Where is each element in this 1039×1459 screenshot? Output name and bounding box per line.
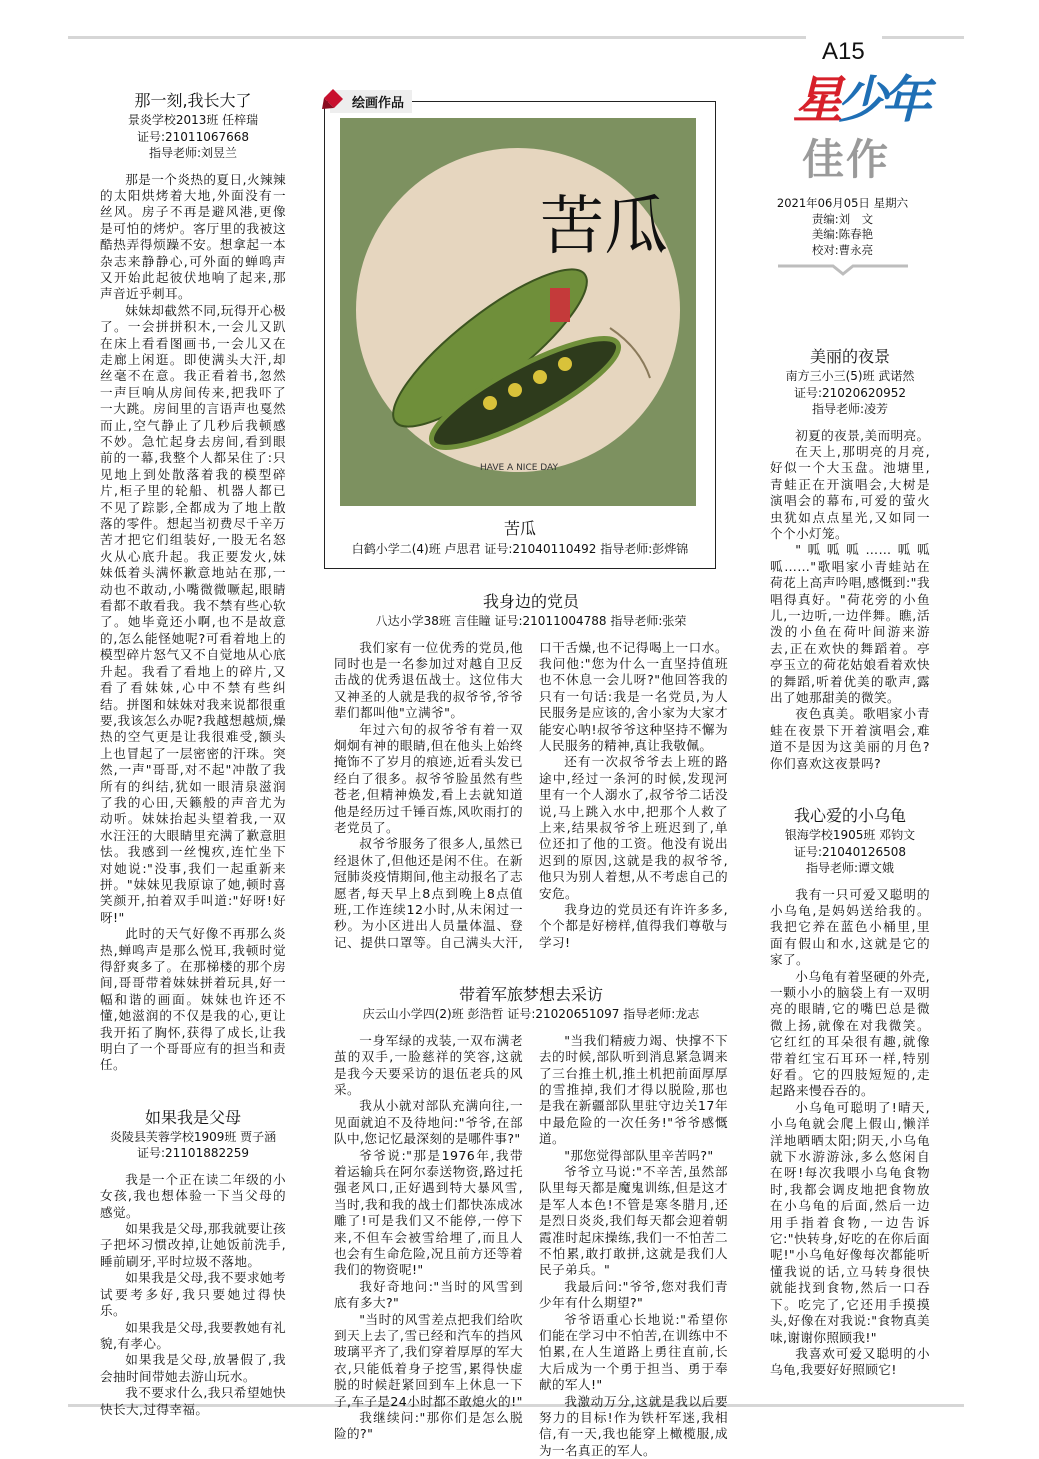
middle-column xyxy=(334,592,728,1459)
article-byline: 八达小学38班 言佳瞳 证号:21011004788 指导老师:张荣 xyxy=(375,614,687,628)
author-teacher: 指导老师:谭文娥 xyxy=(805,861,895,876)
left-column xyxy=(100,91,286,1418)
paragraph: 如果我是父母,那我就要让孩子把坏习惯改掉,让她饭前洗手,睡前刷牙,平时垃圾不落地。 xyxy=(100,1221,286,1269)
author-cert: 证号:21101882259 xyxy=(136,1146,250,1161)
top-rule-right xyxy=(882,36,964,39)
article-byline xyxy=(770,368,930,418)
paragraph: 年过六旬的叔爷爷有着一双炯炯有神的眼睛,但在他头上始终掩饰不了岁月的痕迹,近看头发已经白了很多。叔爷爷脸虽然有些苍老,但精神焕发,看上去就知道他是经历过千锤百炼,风吹雨打的老党员了。 xyxy=(334,721,523,835)
paragraph: "当时的风雪差点把我们给吹到天上去了,雪已经和汽车的挡风玻璃平齐了,我们穿着厚厚的军大衣,只能低着身子挖雪,累得快虚脱的时候赶紧回到车上休息一下子,车子是24小时都不敢熄火的!" xyxy=(334,1311,523,1409)
proofreader: 校对:曹永亮 xyxy=(811,242,874,257)
paragraph: 叔爷爷服务了很多人,虽然已经退休了,但他还是闲不住。在新冠肺炎疫情期间,他主动报名了志愿者,每天早上8点到晚上8点值班,工作连续12小时,从未闲过一秒。为小区进出人员量体温、登记、提供口罩等。自己满头大汗,口干舌燥,也不记得喝上一口水。我问他:"您为什么一直坚持值班也不休息一会儿呀?"他回答我的只有一句话:我是一名党员,为人民服务是应该的,舍小家为大家才能安心呐!叔爷爷这种坚持不懈为人民服务的精神,真让我敬佩。 xyxy=(334,639,728,950)
melon-seed xyxy=(508,383,522,397)
author-school: 景炎学校2013班 任梓瑞 xyxy=(127,113,259,127)
painting-caption: HAVE A NICE DAY xyxy=(480,463,559,473)
article-body xyxy=(770,887,930,1379)
paragraph: 小乌龟有着坚硬的外壳,一颗小小的脑袋上有一双明亮的眼睛,它的嘴巴总是微微上扬,就像在对我微笑。它红红的耳朵很有趣,就像带着红宝石耳环一样,特别好看。它的四肢短短的,走起路来慢吞吞的。 xyxy=(770,968,930,1099)
paragraph: 我好奇地问:"当时的风雪到底有多大?" xyxy=(334,1278,523,1311)
article-title: 那一刻,我长大了 xyxy=(134,91,252,110)
logo-star-icon: 星 xyxy=(793,72,837,128)
paragraph: "呱呱呱……呱呱呱……"歌唱家小青蛙站在荷花上高声吟唱,感慨到:"我唱得真好。"荷花旁的小鱼儿,一边听,一边伴舞。瞧,活泼的小鱼在荷叶间游来游去,正在欢快的舞蹈着。亭亭玉立的荷花姑娘看着欢快的舞蹈,听着优美的歌声,露出了她那甜美的微笑。 xyxy=(770,542,930,705)
article-byline xyxy=(770,827,930,877)
paragraph: 如果我是父母,我不要求她考试要考多好,我只要她过得快乐。 xyxy=(100,1270,286,1319)
logo-youth-text: 少年 xyxy=(837,72,925,128)
paragraph: 初夏的夜景,美而明亮。 xyxy=(795,427,930,443)
page-number: A15 xyxy=(822,38,865,65)
author-cert: 证号:21040126508 xyxy=(793,844,907,859)
paragraph: 我有一只可爱又聪明的小乌龟,是妈妈送给我的。我把它养在蓝色小桶里,里面有假山和水,这就是它的家了。 xyxy=(770,886,930,968)
paragraph: "当我们精疲力竭、快撑不下去的时候,部队听到消息紧急调来了三台推土机,推土机把前面厚厚的雪推掉,我们才得以脱险,那也是我在新疆部队里驻守边关17年中最危险的一次任务!"爷爷感慨道。 xyxy=(539,1032,728,1147)
paragraph: 那是一个炎热的夏日,火辣辣的太阳烘烤着大地,外面没有一丝风。房子不再是避风港,更像是可怕的烤炉。客厅里的我被这酷热弄得烦躁不安。想拿起一本杂志来静静心,可外面的蝉鸣声又开始此起彼伏地响了起来,那声音近乎刺耳。 xyxy=(100,171,286,302)
paragraph: 还有一次叔爷爷去上班的路途中,经过一条河的时候,发现河里有一个人溺水了,叔爷爷二话没说,马上跳入水中,把那个人救了上来,结果叔爷爷上班迟到了,单位还扣了他的工资。他没有说出迟到的原因,这就是我的叔爷爷,他只为别人着想,从不考虑自己的安危。 xyxy=(539,754,728,901)
article-body xyxy=(334,640,728,952)
chevron-divider-icon xyxy=(778,262,908,278)
article-title: 我心爱的小乌龟 xyxy=(793,806,906,826)
pencil-icon xyxy=(322,88,344,110)
painting-artwork xyxy=(340,118,696,506)
paragraph: 如果我是父母,放暑假了,我会抽时间带她去游山玩水。 xyxy=(100,1352,286,1384)
paragraph: 在天上,那明亮的月亮,好似一个大玉盘。池塘里,青蛙正在开演唱会,大树是演唱会的幕布,可爱的萤火虫犹如点点星光,又如同一个个小灯笼。 xyxy=(770,443,930,541)
spacer xyxy=(770,772,930,806)
painting-tag-label: 绘画作品 xyxy=(352,96,405,111)
spacer xyxy=(100,1074,286,1108)
designer: 美编:陈春艳 xyxy=(811,227,874,241)
paragraph: 爷爷立马说:"不辛苦,虽然部队里每天都是魔鬼训练,但是这才是军人本色!不管是寒冬腊月,还是烈日炎炎,我们每天都会迎着朝霞准时起床操练,我们一不怕苦二不怕累,敢打敢拼,这就是我们人民子弟兵。" xyxy=(539,1163,728,1278)
article-body xyxy=(334,1033,728,1459)
paragraph: 我是一个正在读二年级的小女孩,我也想体验一下当父母的感觉。 xyxy=(100,1171,286,1220)
painting-calligraphy: 苦瓜 xyxy=(540,190,668,264)
author-cert: 证号:21011067668 xyxy=(136,129,250,144)
section-title: 佳作 xyxy=(802,135,891,184)
logo xyxy=(793,72,925,128)
paragraph: 我不要求什么,我只希望她快快长大,过得幸福。 xyxy=(100,1385,286,1417)
paragraph: 我们家有一位优秀的党员,他同时也是一名参加过对越自卫反击战的优秀退伍战士。这位伟大又神圣的人就是我的叔爷爷,爷爷辈们都叫他"立满爷"。 xyxy=(334,639,523,721)
editor: 责编:刘 文 xyxy=(811,211,874,226)
right-column xyxy=(770,347,930,1379)
spacer xyxy=(334,951,728,985)
melon-seed xyxy=(558,357,572,371)
article-byline: 庆云山小学四(2)班 彭浩哲 证号:21020651097 指导老师:龙志 xyxy=(362,1007,700,1022)
paragraph: 我激动万分,这就是我以后要努力的目标!作为铁杆军迷,我相信,有一天,我也能穿上橄榄服,成为一名真正的军人。 xyxy=(539,1393,728,1458)
paragraph: 爷爷语重心长地说:"希望你们能在学习中不怕苦,在训练中不怕累,在人生道路上勇往直前,长大后成为一个勇于担当、勇于奉献的军人!" xyxy=(539,1311,728,1393)
author-cert: 证号:21020620952 xyxy=(793,385,907,400)
paragraph: 夜色真美。歌唱家小青蛙在夜景下开着演唱会,难道不是因为这美丽的月色?你们喜欢这夜景吗? xyxy=(770,706,930,771)
article-title: 我身边的党员 xyxy=(482,592,579,611)
article-byline xyxy=(100,112,286,162)
article-title: 美丽的夜景 xyxy=(809,347,890,366)
article-body xyxy=(100,172,286,1074)
paragraph: 如果我是父母,我要教她有礼貌,有孝心。 xyxy=(100,1319,286,1351)
paragraph: 我最后问:"爷爷,您对我们青少年有什么期望?" xyxy=(539,1278,728,1311)
paragraph: 小乌龟可聪明了!晴天,小乌龟就会爬上假山,懒洋洋地晒晒太阳;阴天,小乌龟就下水游游泳,多么悠闲自在呀!每次我喂小乌龟食物时,我都会调皮地把食物放在小乌龟的后面,然后一边用手指着食物,一边告诉它:"快转身,好吃的在你后面呢!"小乌龟好像每次都能听懂我说的话,立马转身很快就能找到食物,然后一口吞下。吃完了,它还用手摸摸头,好像在对我说:"食物真美味,谢谢你照顾我!" xyxy=(770,1099,930,1345)
paragraph: 爷爷说:"那是1976年,我带着运输兵在阿尔泰送物资,路过托强老风口,正好遇到特大暴风雪,当时,我和我的战士们都快冻成冰雕了!可是我们又不能停,一停下来,不但车会被雪给埋了,而且人也会有生命危险,况且前方还等着我们的物资呢!" xyxy=(334,1147,523,1278)
article-byline xyxy=(100,1129,286,1162)
paragraph: 妹妹却截然不同,玩得开心极了。一会拼拼积木,一会儿又趴在床上看看图画书,一会儿又在走廊上闲逛。即使满头大汗,却丝毫不在意。我正看着书,忽然一声巨响从房间传来,把我吓了一大跳。房间里的言语声也戛然而止,空气静止了几秒后我顿感不妙。急忙起身去房间,看到眼前的一幕,我整个人都呆住了:只见地上到处散落着我的模型碎片,柜子里的轮船、机器人都已不见了踪影,全都成为了地上散落的零件。想起当初费尽千辛万苦才把它们组装好,一股无名怒火从心底升起。我正要发火,妹妹低着头满怀歉意地站在那,一动也不敢动,小嘴微微噘起,眼睛看都不敢看我。我不禁有些心软了。她毕竟还小啊,也不是故意的,怎么能怪她呢?可看着地上的模型碎片怒气又不自觉地从心底升起。我看了看地上的碎片,又看了看妹妹,心中不禁有些纠结。拼图和妹妹对我来说都很重要,我该怎么办呢?我越想越烦,燥热的空气更是让我很难受,额头上也冒起了一层密密的汗珠。突然,一声"哥哥,对不起"冲散了我所有的纠结,犹如一眼清泉滋润了我的心田,天籁般的声音尤为动听。妹妹抬起头望着我,一双水汪汪的大眼睛里充满了歉意胆怯。我感到一丝愧疚,连忙坐下对她说:"没事,我们一起重新来拼。"妹妹见我原谅了她,顿时喜笑颜开,拍着双手叫道:"好呀!好呀!" xyxy=(100,302,286,925)
article-title: 带着军旅梦想去采访 xyxy=(458,985,603,1005)
paragraph: 此时的天气好像不再那么炎热,蝉鸣声是那么悦耳,我顿时觉得舒爽多了。在那梯楼的那个房间,哥哥带着妹妹拼着玩具,好一幅和谐的画面。妹妹也许还不懂,她滋润的不仅是我的心,更让我开拓了胸怀,获得了成长,让我明白了一个哥哥应有的担当和责任。 xyxy=(100,926,286,1073)
painting-title: 苦瓜 xyxy=(503,519,536,538)
painting-credit: 白鹤小学二(4)班 卢思君 证号:21040110492 指导老师:彭烨锦 xyxy=(351,542,689,556)
author-school: 南方三小三(5)班 武诺然 xyxy=(785,369,915,383)
author-teacher: 指导老师:凌芳 xyxy=(811,402,889,416)
masthead-meta xyxy=(765,196,920,258)
top-rule-left xyxy=(68,36,806,39)
painting-seal xyxy=(550,288,570,322)
paragraph: "那您觉得部队里辛苦吗?" xyxy=(564,1147,714,1163)
paragraph: 我喜欢可爱又聪明的小乌龟,我要好好照顾它! xyxy=(770,1345,930,1378)
issue-date: 2021年06月05日 星期六 xyxy=(776,196,909,210)
author-school: 炎陵县芙蓉学校1909班 贾子涵 xyxy=(109,1129,277,1144)
paragraph: 我继续问:"那你们是怎么脱险的?" xyxy=(334,1410,523,1442)
paragraph: 一身军绿的戎装,一双布满老茧的双手,一脸慈祥的笑容,这就是我今天要采访的退伍老兵的风采。 xyxy=(334,1032,523,1097)
article-body xyxy=(770,428,930,773)
melon-seed xyxy=(533,370,547,384)
author-school: 银海学校1905班 邓钧文 xyxy=(784,828,916,843)
melon-seed xyxy=(483,396,497,410)
author-teacher: 指导老师:刘昱兰 xyxy=(148,146,238,160)
article-body xyxy=(100,1172,286,1418)
paragraph: 我从小就对部队充满向往,一见面就迫不及待地问:"爷爷,在部队中,您记忆最深刻的是哪件事?" xyxy=(334,1098,523,1147)
article-title: 如果我是父母 xyxy=(144,1107,241,1127)
paragraph: 我身边的党员还有许许多多,个个都是好榜样,值得我们尊敬与学习! xyxy=(539,902,728,950)
